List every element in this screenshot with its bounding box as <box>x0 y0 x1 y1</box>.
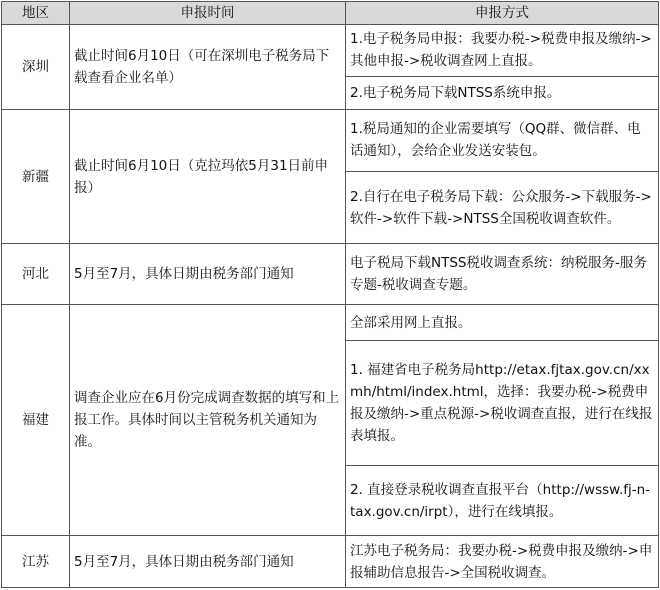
region-cell: 河北 <box>2 244 70 305</box>
region-cell: 深圳 <box>2 25 70 110</box>
table-row <box>2 536 659 588</box>
table-row <box>2 110 659 172</box>
time-cell: 截止时间6月10日（可在深圳电子税务局下载查看企业名单） <box>70 25 346 110</box>
method-cell: 江苏电子税务局：我要办税->税费申报及缴纳->申报辅助信息报告->全国税收调查。 <box>346 536 659 588</box>
method-cell: 2. 直接登录税收调查直报平台（http://wssw.fj-n-tax.gov.cn/irpt），进行在线填报。 <box>346 465 659 536</box>
region-cell: 福建 <box>2 305 70 536</box>
method-cell: 1.电子税务局申报：我要办税->税费申报及缴纳->其他申报->税收调查网上直报。 <box>346 25 659 77</box>
header-region: 地区 <box>2 2 70 25</box>
time-cell: 5月至7月，具体日期由税务部门通知 <box>70 536 346 588</box>
header-row <box>2 2 659 25</box>
table-row <box>2 305 659 341</box>
method-cell: 1. 福建省电子税务局http://etax.fjtax.gov.cn/xxmh/html/index.html，选择：我要办税->税费申报及缴纳->重点税源->税收调查直报，进行在线报表填报。 <box>346 341 659 465</box>
tax-survey-table <box>1 1 659 588</box>
method-cell: 电子税局下载NTSS税收调查系统：纳税服务-服务专题-税收调查专题。 <box>346 244 659 305</box>
time-cell: 5月至7月，具体日期由税务部门通知 <box>70 244 346 305</box>
region-cell: 江苏 <box>2 536 70 588</box>
time-cell: 截止时间6月10日（克拉玛依5月31日前申报） <box>70 110 346 244</box>
header-method: 申报方式 <box>346 2 659 25</box>
header-time: 申报时间 <box>70 2 346 25</box>
method-cell: 2.电子税务局下载NTSS系统申报。 <box>346 76 659 109</box>
method-cell: 全部采用网上直报。 <box>346 305 659 341</box>
table-row <box>2 25 659 77</box>
time-cell: 调查企业应在6月份完成调查数据的填写和上报工作。具体时间以主管税务机关通知为准。 <box>70 305 346 536</box>
table-row <box>2 244 659 305</box>
region-cell: 新疆 <box>2 110 70 244</box>
method-cell: 2.自行在电子税务局下载：公众服务->下载服务->软件->软件下载->NTSS全国税收调查软件。 <box>346 171 659 244</box>
method-cell: 1.税局通知的企业需要填写（QQ群、微信群、电话通知），会给企业发送安装包。 <box>346 110 659 172</box>
